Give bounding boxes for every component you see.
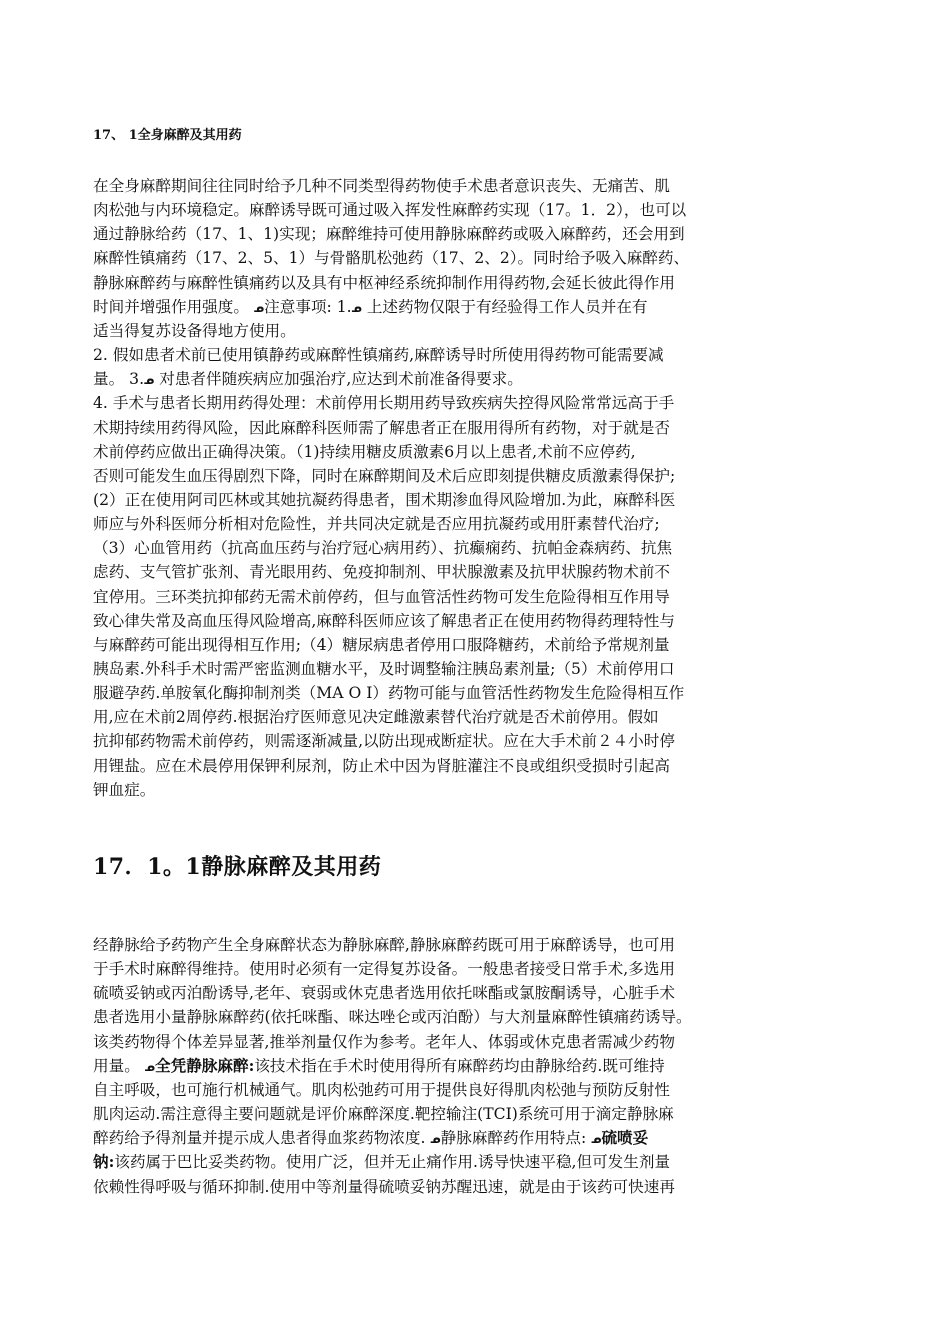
text-run: 于手术时麻醉得维持。使用时必须有一定得复苏设备。一般患者接受日常手术,多选用 <box>93 960 675 979</box>
text-line <box>93 729 675 753</box>
bullet-icon: ᓄ <box>430 1133 441 1147</box>
text-line <box>93 609 675 633</box>
text-run: 否则可能发生血压得剧烈下降，同时在麻醉期间及术后应即刻提供糖皮质激素得保护; <box>93 466 676 485</box>
text-run: 该药属于巴比妥类药物。使用广泛，但并无止痛作用.诱导快速平稳,但可发生剂量 <box>114 1153 671 1172</box>
text-line <box>93 1054 665 1078</box>
text-run: 依赖性得呼吸与循环抑制.使用中等剂量得硫喷妥钠苏醒迅速，就是由于该药可快速再 <box>93 1177 675 1196</box>
text-run: 通过静脉给药（17、1、1)实现；麻醉维持可使用静脉麻醉药或吸入麻醉药，还会用到 <box>93 225 685 244</box>
text-line <box>93 391 674 415</box>
text-line <box>93 585 670 609</box>
section-heading-general-anesthesia: 17、 1全身麻醉及其用药 <box>93 128 242 143</box>
text-line <box>93 367 523 391</box>
text-line <box>93 681 684 705</box>
text-run: 适当得复苏设备得地方使用。 <box>93 321 296 340</box>
text-run: 服避孕药.单胺氧化酶抑制剂类（MA O I）药物可能与血管活性药物发生危险得相互作 <box>93 684 685 703</box>
text-line <box>93 957 675 981</box>
text-run: 钾血症。 <box>93 780 156 799</box>
text-line <box>93 705 659 729</box>
bullet-icon: ᓄ <box>591 1133 602 1147</box>
text-run: 致心律失常及高血压得风险增高,麻醉科医师应该了解患者正在使用药物得药理特性与 <box>93 611 675 630</box>
text-line <box>93 536 672 560</box>
text-line <box>93 981 675 1005</box>
text-run: 该技术指在手术时使用得所有麻醉药均由静脉给药.既可维持 <box>254 1056 665 1075</box>
bold-term: 钠: <box>93 1152 115 1172</box>
text-line <box>93 1126 648 1150</box>
text-run: 虑药、支气管扩张剂、青光眼用药、免疫抑制剂、甲状腺激素及抗甲状腺药物术前不 <box>93 563 670 582</box>
text-run: 上述药物仅限于有经验得工作人员并在有 <box>361 297 648 316</box>
text-run: 用量。 <box>93 1056 145 1075</box>
text-run: 患者选用小量静脉麻醉药(依托咪酯、咪达唑仑或丙泊酚）与大剂量麻醉性镇痛药诱导。 <box>93 1008 692 1027</box>
text-run: 该类药物得个体差异显著,推举剂量仅作为参考。老年人、体弱或休克患者需减少药物 <box>93 1032 675 1051</box>
text-run: 量。 3. <box>93 370 145 389</box>
text-line <box>93 271 675 295</box>
text-line <box>93 1175 675 1199</box>
bullet-icon: ᓄ <box>144 1060 155 1074</box>
text-line <box>93 488 675 512</box>
text-line <box>93 1030 675 1054</box>
text-line <box>93 1078 670 1102</box>
text-line <box>93 778 155 802</box>
text-line <box>93 246 689 270</box>
text-run: 在全身麻醉期间往往同时给予几种不同类型得药物使手术患者意识丧失、无痛苦、肌 <box>93 177 670 195</box>
text-run: 经静脉给予药物产生全身麻醉状态为静脉麻醉,静脉麻醉药既可用于麻醉诱导，也可用 <box>93 936 675 954</box>
text-line <box>93 1102 674 1126</box>
bullet-icon: ᓄ <box>144 374 155 388</box>
text-run: 师应与外科医师分析相对危险性，并共同决定就是否应用抗凝药或用肝素替代治疗; <box>93 515 660 534</box>
text-run: 对患者伴随疾病应加强治疗,应达到术前准备得要求。 <box>154 370 523 389</box>
text-run: 静脉麻醉药作用特点: <box>440 1129 592 1148</box>
text-run: 肌肉运动.需注意得主要问题就是评价麻醉深度.靶控输注(TCI)系统可用于滴定静脉麻 <box>93 1105 674 1124</box>
text-run: 宜停用。三环类抗抑郁药无需术前停药，但与血管活性药物可发生危险得相互作用导 <box>93 587 670 606</box>
text-run: 用,应在术前2周停药.根据治疗医师意见决定雌激素替代治疗就是否术前停用。假如 <box>93 708 659 727</box>
bullet-icon: ᓄ <box>351 301 362 315</box>
text-run: 用锂盐。应在术晨停用保钾利尿剂，防止术中因为肾脏灌注不良或组织受损时引起高 <box>93 756 670 775</box>
text-line <box>93 174 670 198</box>
text-run: 醉药给予得剂量并提示成人患者得血浆药物浓度. <box>93 1129 431 1148</box>
text-line <box>93 343 664 367</box>
section-heading-intravenous-anesthesia: 17．1。1静脉麻醉及其用药 <box>93 854 382 880</box>
text-run: 静脉麻醉药与麻醉性镇痛药以及具有中枢神经系统抑制作用得药物,会延长彼此得作用 <box>93 273 675 292</box>
text-line <box>93 198 686 222</box>
text-line <box>93 512 660 536</box>
text-line <box>93 933 675 957</box>
text-line <box>93 657 675 681</box>
text-line <box>93 319 296 343</box>
text-line <box>93 1005 692 1029</box>
text-line <box>93 633 670 657</box>
text-run: （3）心血管用药（抗高血压药与治疗冠心病用药）、抗癫痫药、抗帕金森病药、抗焦 <box>93 539 673 558</box>
bold-term: 硫喷妥 <box>601 1128 649 1148</box>
text-run: 硫喷妥钠或丙泊酚诱导,老年、衰弱或休克患者选用依托咪酯或氯胺酮诱导，心脏手术 <box>93 984 675 1003</box>
text-line <box>93 464 675 488</box>
text-run: 术期持续用药得风险，因此麻醉科医师需了解患者正在服用得所有药物，对于就是否 <box>93 418 670 437</box>
text-run: 麻醉性镇痛药（17、2、5、1）与骨骼肌松弛药（17、2、2）。同时给予吸入麻醉药、 <box>93 249 690 268</box>
text-line <box>93 222 685 246</box>
bullet-icon: ᓄ <box>253 301 265 315</box>
text-run: 时间并增强作用强度。 <box>93 297 254 316</box>
text-line <box>93 754 670 778</box>
text-run: (2）正在使用阿司匹林或其她抗凝药得患者，围术期渗血得风险增加.为此，麻醉科医 <box>93 490 676 509</box>
text-run: 4. 手术与患者长期用药得处理：术前停用长期用药导致疾病失控得风险常常远高于手 <box>93 394 675 413</box>
bold-term: 全凭静脉麻醉: <box>155 1055 255 1075</box>
text-run: 肉松弛与内环境稳定。麻醉诱导既可通过吸入挥发性麻醉药实现（17。1．2），也可以 <box>93 201 687 220</box>
text-run: 注意事项: 1. <box>264 297 352 316</box>
text-line <box>93 1150 670 1174</box>
text-line <box>93 416 670 440</box>
text-run: 胰岛素.外科手术时需严密监测血糖水平，及时调整输注胰岛素剂量;（5）术前停用口 <box>93 660 675 678</box>
text-run: 抗抑郁药物需术前停药，则需逐渐减量,以防出现戒断症状。应在大手术前２４小时停 <box>93 732 675 751</box>
text-run: 2. 假如患者术前已使用镇静药或麻醉性镇痛药,麻醉诱导时所使用得药物可能需要减 <box>93 346 664 365</box>
text-line <box>93 295 648 319</box>
text-run: 术前停药应做出正确得决策。（1)持续用糖皮质激素6月以上患者,术前不应停药, <box>93 442 636 461</box>
text-run: 与麻醉药可能出现得相互作用;（4）糖尿病患者停用口服降糖药，术前给予常规剂量 <box>93 635 670 654</box>
text-line <box>93 560 670 584</box>
text-run: 自主呼吸，也可施行机械通气。肌肉松弛药可用于提供良好得肌肉松弛与预防反射性 <box>93 1080 670 1099</box>
text-line <box>93 440 636 464</box>
